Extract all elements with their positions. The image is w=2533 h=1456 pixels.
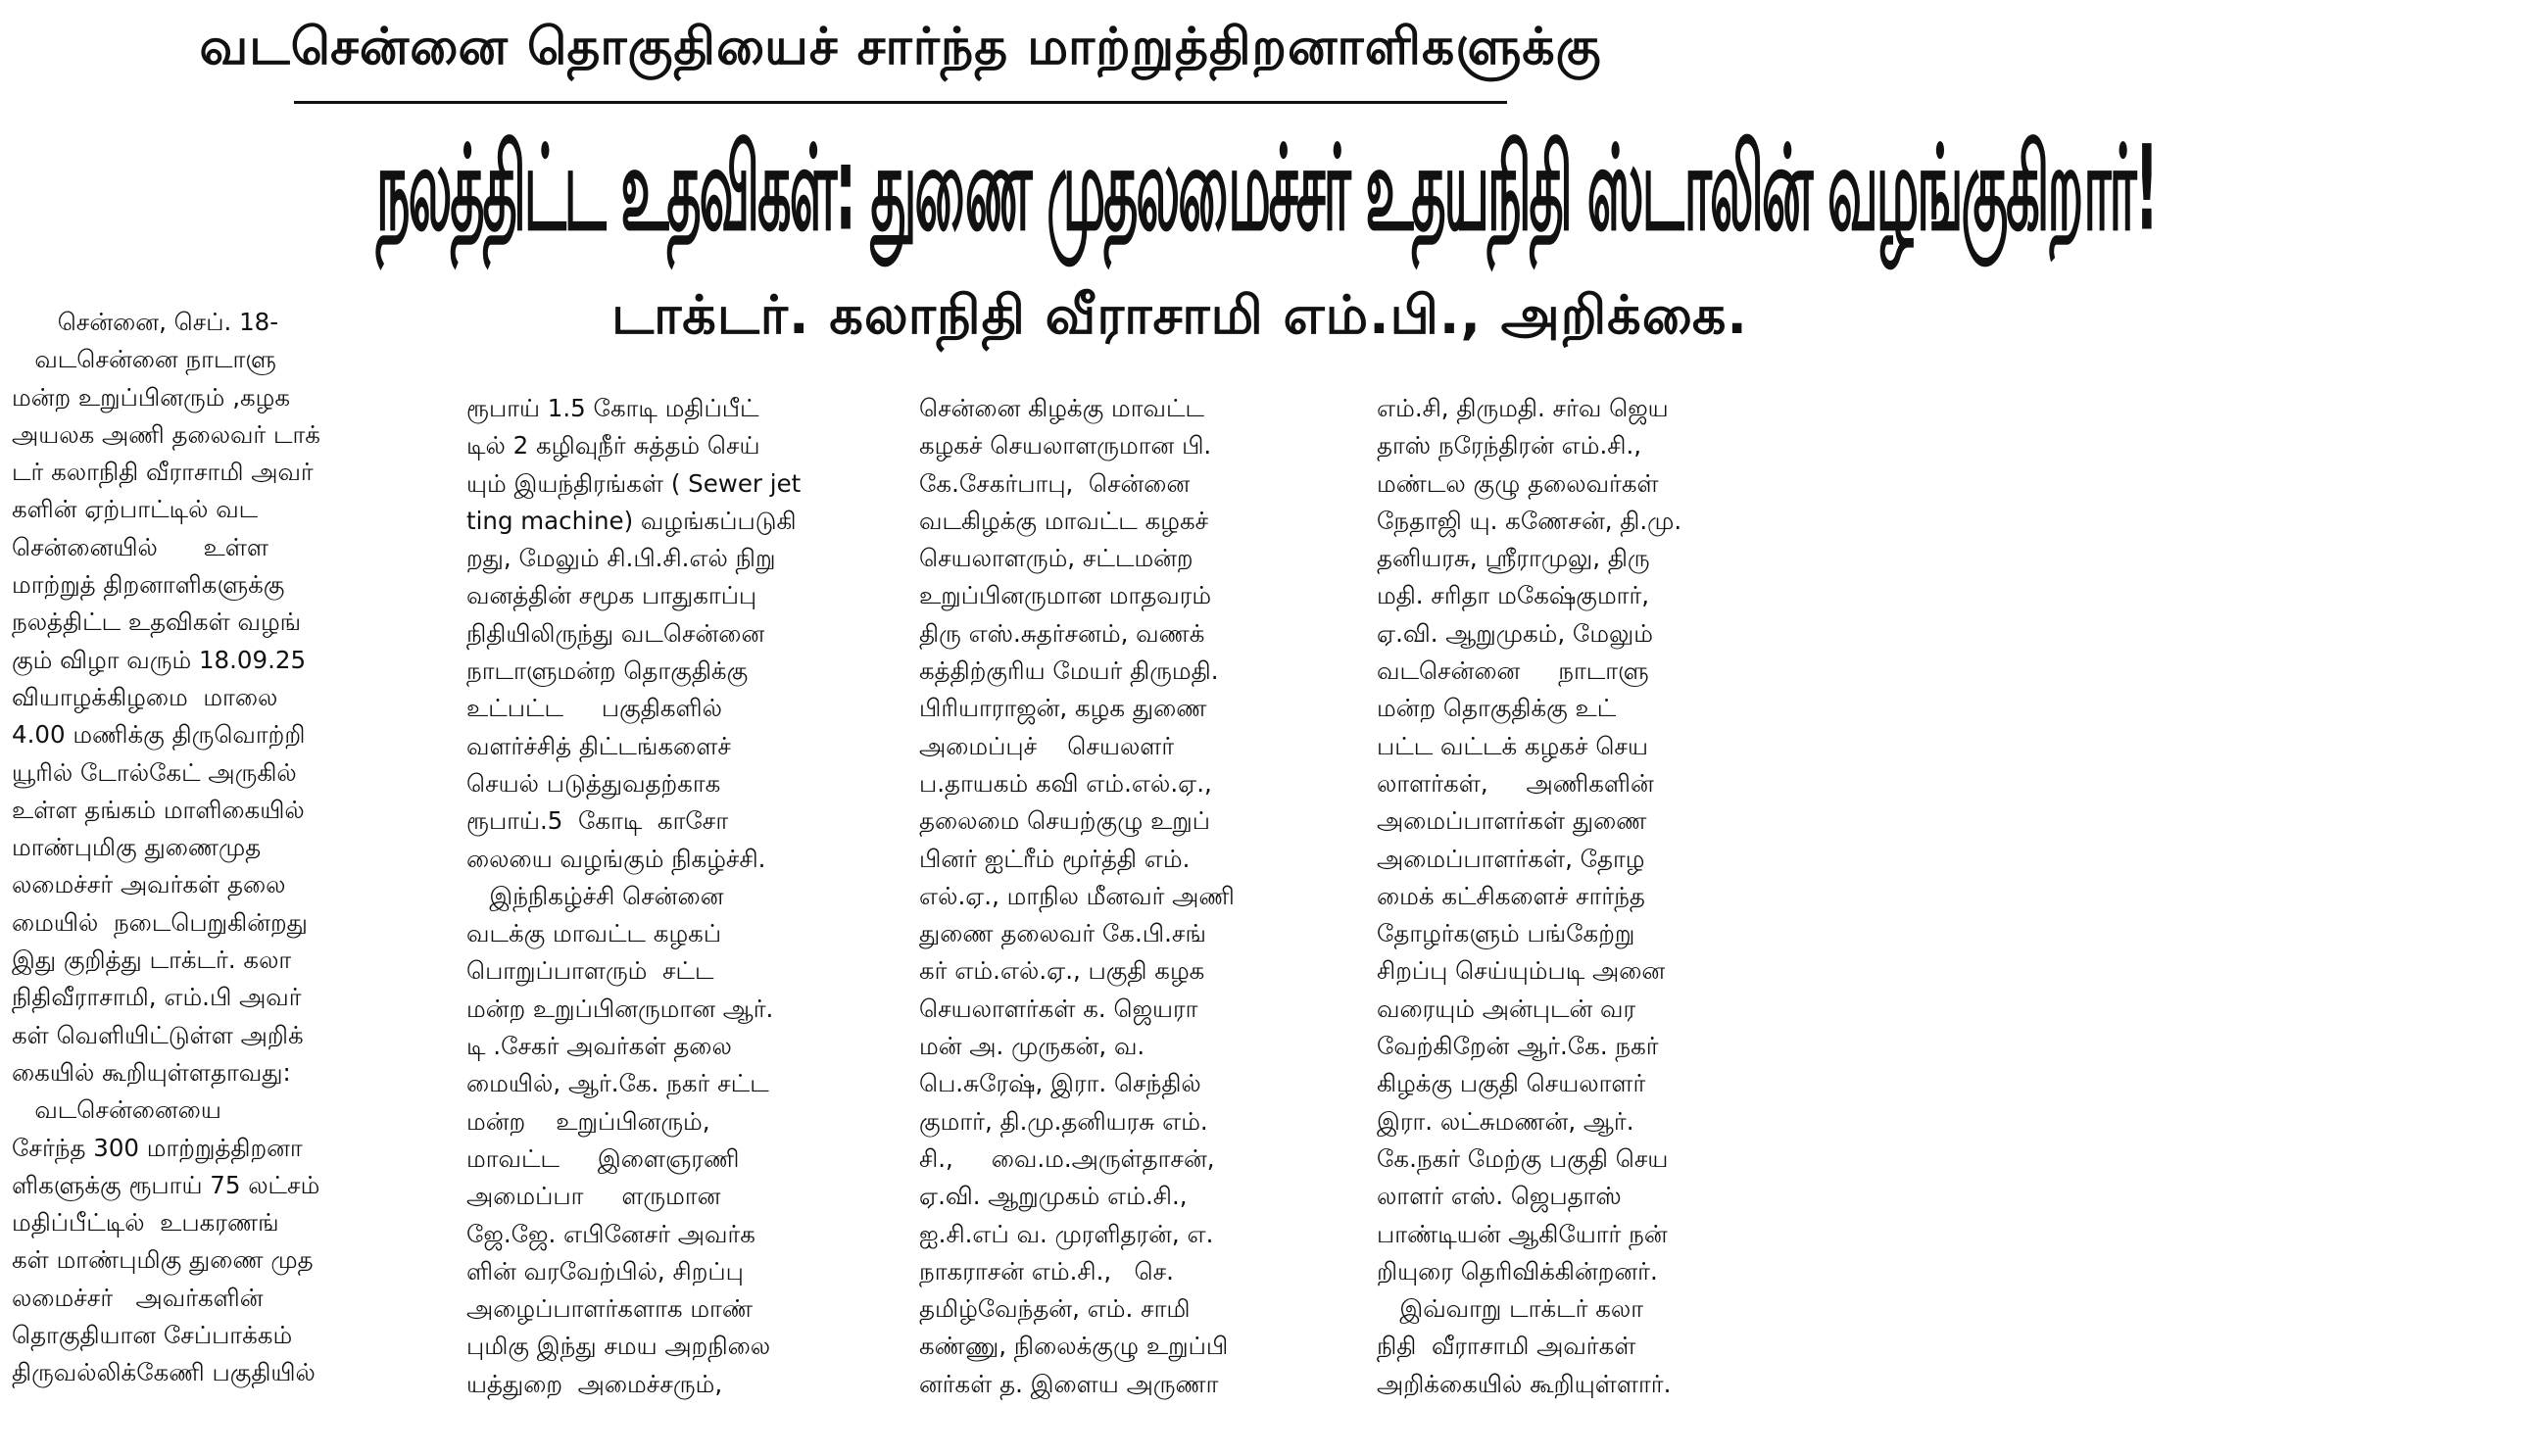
article-text-line: வளர்ச்சித் திட்டங்களைச்	[466, 731, 731, 760]
article-text-line: சிறப்பு செய்யும்படி அனை	[1377, 956, 1666, 986]
article-text-line: கே.நகர் மேற்கு பகுதி செய	[1377, 1143, 1669, 1173]
article-text-line: ting machine) வழங்கப்படுகி	[466, 506, 797, 535]
article-text-line: கிழக்கு பகுதி செயலாளர்	[1377, 1069, 1646, 1098]
article-text-line: வடசென்னையை	[12, 1095, 221, 1125]
article-text-line: சென்னை கிழக்கு மாவட்ட	[919, 394, 1204, 422]
article-text-line: தலைமை செயற்குழு உறுப்	[919, 806, 1211, 836]
article-text-line: னர்கள் த. இளைய அருணா	[919, 1369, 1219, 1398]
article-text-line: உறுப்பினருமான மாதவரம்	[919, 581, 1212, 610]
article-text-line: மன் அ. முருகன், வ.	[919, 1032, 1145, 1061]
article-text-line: அறிக்கையில் கூறியுள்ளார்.	[1377, 1369, 1672, 1398]
article-column-4	[1377, 390, 1793, 1403]
article-text-line: குமார், தி.மு.தனியரசு எம்.	[919, 1106, 1208, 1136]
article-text-line: லையை வழங்கும் நிகழ்ச்சி.	[466, 844, 766, 873]
article-text-line: தாஸ் நரேந்திரன் எம்.சி.,	[1377, 431, 1642, 461]
article-text-line: வியாழக்கிழமை மாலை	[12, 682, 278, 711]
article-text-line: வேற்கிறேன் ஆர்.கே. நகர்	[1377, 1032, 1659, 1061]
article-text-line: இவ்வாறு டாக்டர் கலா	[1377, 1294, 1644, 1324]
article-text-line: இரா. லட்சுமணன், ஆர்.	[1377, 1106, 1634, 1136]
article-text-line: கத்திற்குரிய மேயர் திருமதி.	[919, 656, 1219, 686]
article-text-line: அமைப்புச் செயலளர்	[919, 731, 1175, 760]
article-text-line: மையில், ஆர்.கே. நகர் சட்ட	[466, 1069, 769, 1098]
article-text-line: வடகிழக்கு மாவட்ட கழகச்	[919, 506, 1209, 535]
article-text-line: எல்.ஏ., மாநில மீனவர் அணி	[919, 881, 1235, 910]
article-text-line: யத்துறை அமைச்சரும்,	[466, 1369, 723, 1398]
article-text-line: களின் ஏற்பாட்டில் வட	[12, 495, 259, 524]
article-text-line: அயலக அணி தலைவர் டாக்	[12, 419, 320, 449]
article-text-line: ரூபாய் 1.5 கோடி மதிப்பீட்	[466, 394, 759, 422]
article-text-line: அமைப்பாளர்கள் துணை	[1377, 806, 1647, 836]
article-text-line: றது, மேலும் சி.பி.சி.எல் நிறு	[466, 544, 776, 573]
article-text-line: கர் எம்.எல்.ஏ., பகுதி கழக	[919, 956, 1205, 986]
article-text-line: சேர்ந்த 300 மாற்றுத்திறனா	[12, 1133, 303, 1162]
article-text-line: வடசென்னை நாடாளு	[1377, 656, 1649, 686]
article-text-line: சென்னையில் உள்ள	[12, 532, 268, 561]
article-text-line: லமைச்சர் அவர்களின்	[12, 1283, 264, 1312]
article-text-line: வரையும் அன்புடன் வர	[1377, 994, 1636, 1023]
article-text-line: பெ.சுரேஷ், இரா. செந்தில்	[919, 1069, 1201, 1098]
article-column-1	[12, 304, 443, 1392]
article-text-line: வடசென்னை நாடாளு	[12, 345, 276, 374]
article-text-line: ஏ.வி. ஆறுமுகம் எம்.சி.,	[919, 1182, 1188, 1211]
article-column-3	[919, 390, 1345, 1403]
article-text-line: நிதி வீராசாமி அவர்கள்	[1377, 1332, 1636, 1361]
article-text-line: நலத்திட்ட உதவிகள் வழங்	[12, 607, 302, 637]
article-text-line: மையில் நடைபெறுகின்றது	[12, 907, 308, 937]
article-text-line: லாளர் எஸ். ஜெபதாஸ்	[1377, 1182, 1622, 1211]
article-text-line: இந்நிகழ்ச்சி சென்னை	[466, 881, 724, 910]
article-text-line: 4.00 மணிக்கு திருவொற்றி	[12, 720, 306, 750]
article-text-line: கள் வெளியிட்டுள்ள அறிக்	[12, 1020, 304, 1049]
article-text-line: அமைப்பா ளருமான	[466, 1182, 721, 1211]
sub-headline: டாக்டர். கலாநிதி வீராசாமி எம்.பி., அறிக்கை.	[611, 284, 1748, 346]
article-text-line: டி .சேகர் அவர்கள் தலை	[466, 1032, 732, 1061]
article-text-line: நிதியிலிருந்து வடசென்னை	[466, 618, 765, 648]
article-text-line: உள்ள தங்கம் மாளிகையில்	[12, 795, 305, 824]
article-text-line: அமைப்பாளர்கள், தோழ	[1377, 844, 1645, 873]
article-text-line: நாடாளுமன்ற தொகுதிக்கு	[466, 656, 749, 686]
article-text-line: தனியரசு, ஸ்ரீராமுலு, திரு	[1377, 544, 1650, 573]
article-text-line: லாளர்கள், அணிகளின்	[1377, 768, 1654, 798]
article-text-line: மதிப்பீட்டில் உபகரணங்	[12, 1208, 279, 1238]
article-text-line: திருவல்லிக்கேணி பகுதியில்	[12, 1358, 316, 1387]
article-text-line: கள் மாண்புமிகு துணை முத	[12, 1245, 314, 1275]
article-text-line: கும் விழா வரும் 18.09.25	[12, 645, 307, 674]
article-text-line: லமைச்சர் அவர்கள் தலை	[12, 870, 286, 899]
article-text-line: யும் இயந்திரங்கள் ( Sewer jet	[466, 468, 802, 498]
article-text-line: ஐ.சி.எப் வ. முரளிதரன், எ.	[919, 1219, 1214, 1248]
article-text-line: மதி. சரிதா மகேஷ்குமார்,	[1377, 581, 1650, 610]
article-text-line: உட்பட்ட பகுதிகளில்	[466, 694, 722, 723]
article-text-line: மாவட்ட இளைஞரணி	[466, 1143, 740, 1173]
kicker-heading: வடசென்னை தொகுதியைச் சார்ந்த மாற்றுத்திறனாளிகளுக்கு	[199, 18, 1602, 76]
article-text-line: கண்ணு, நிலைக்குழு உறுப்பி	[919, 1332, 1229, 1361]
article-text-line: டில் 2 கழிவுநீர் சுத்தம் செய்	[466, 431, 760, 461]
article-text-line: ஏ.வி. ஆறுமுகம், மேலும்	[1377, 618, 1654, 648]
article-text-line: தொகுதியான சேப்பாக்கம்	[12, 1321, 293, 1350]
article-text-line: பொறுப்பாளரும் சட்ட	[466, 956, 714, 986]
article-text-line: வடக்கு மாவட்ட கழகப்	[466, 919, 722, 948]
article-text-line: வனத்தின் சமூக பாதுகாப்பு	[466, 581, 757, 610]
article-text-line: ளிகளுக்கு ரூபாய் 75 லட்சம்	[12, 1170, 320, 1199]
article-text-line: புமிகு இந்து சமய அறநிலை	[466, 1332, 771, 1361]
article-text-line: ரூபாய்.5 கோடி காசோ	[466, 806, 729, 836]
article-text-line: றியுரை தெரிவிக்கின்றனர்.	[1377, 1256, 1658, 1286]
article-text-line: செயலாளர்கள் க. ஜெயரா	[919, 994, 1198, 1023]
article-text-line: ஜே.ஜே. எபினேசர் அவர்க	[466, 1219, 755, 1248]
article-text-line: கையில் கூறியுள்ளதாவது:	[12, 1057, 291, 1087]
article-text-line: பிரியாராஜன், கழக துணை	[919, 694, 1207, 723]
kicker-underline	[294, 101, 1507, 104]
article-text-line: ப.தாயகம் கவி எம்.எல்.ஏ.,	[919, 768, 1212, 798]
article-text-line: சி., வை.ம.அருள்தாசன்,	[919, 1143, 1215, 1173]
article-text-line: தோழர்களும் பங்கேற்று	[1377, 919, 1635, 948]
article-text-line: தமிழ்வேந்தன், எம். சாமி	[919, 1294, 1191, 1324]
article-text-line: மைக் கட்சிகளைச் சார்ந்த	[1377, 881, 1645, 910]
article-text-line: யூரில் டோல்கேட் அருகில்	[12, 757, 297, 787]
article-text-line: அழைப்பாளர்களாக மாண்	[466, 1294, 754, 1324]
article-text-line: கழகச் செயலாளருமான பி.	[919, 431, 1212, 461]
article-text-line: மண்டல குழு தலைவர்கள்	[1377, 468, 1659, 498]
article-text-line: திரு எஸ்.சுதர்சனம், வணக்	[919, 618, 1205, 648]
article-text-line: நிதிவீராசாமி, எம்.பி அவர்	[12, 983, 302, 1012]
article-text-line: பினர் ஐட்ரீம் மூர்த்தி எம்.	[919, 844, 1191, 873]
main-headline: நலத்திட்ட உதவிகள்: துணை முதலமைச்சர் உதயநிதி ஸ்டாலின் வழங்குகிறார்!	[375, 122, 2158, 258]
article-text-line: மன்ற உறுப்பினருமான ஆர்.	[466, 994, 774, 1023]
article-text-line: மாண்புமிகு துணைமுத	[12, 833, 262, 862]
article-text-line: பாண்டியன் ஆகியோர் நன்	[1377, 1219, 1668, 1248]
article-text-line: சென்னை, செப். 18-	[12, 308, 279, 336]
article-text-line: மாற்றுத் திறனாளிகளுக்கு	[12, 570, 285, 600]
article-text-line: செயலாளரும், சட்டமன்ற	[919, 544, 1193, 573]
article-text-line: நேதாஜி யு. கணேசன், தி.மு.	[1377, 506, 1682, 535]
article-text-line: பட்ட வட்டக் கழகச் செய	[1377, 731, 1648, 760]
article-text-line: மன்ற உறுப்பினரும்,	[466, 1106, 710, 1136]
article-text-line: மன்ற உறுப்பினரும் ,கழக	[12, 382, 291, 412]
article-text-line: டர் கலாநிதி வீராசாமி அவர்	[12, 458, 314, 487]
article-text-line: மன்ற தொகுதிக்கு உட்	[1377, 694, 1617, 723]
article-text-line: எம்.சி, திருமதி. சர்வ ஜெய	[1377, 394, 1669, 422]
article-text-line: நாகராசன் எம்.சி., செ.	[919, 1256, 1174, 1286]
article-text-line: இது குறித்து டாக்டர். கலா	[12, 946, 292, 975]
article-text-line: துணை தலைவர் கே.பி.சங்	[919, 919, 1206, 948]
article-text-line: ளின் வரவேற்பில், சிறப்பு	[466, 1256, 744, 1286]
article-text-line: கே.சேகர்பாபு, சென்னை	[919, 468, 1191, 498]
article-text-line: செயல் படுத்துவதற்காக	[466, 768, 721, 798]
article-column-2	[466, 390, 888, 1403]
